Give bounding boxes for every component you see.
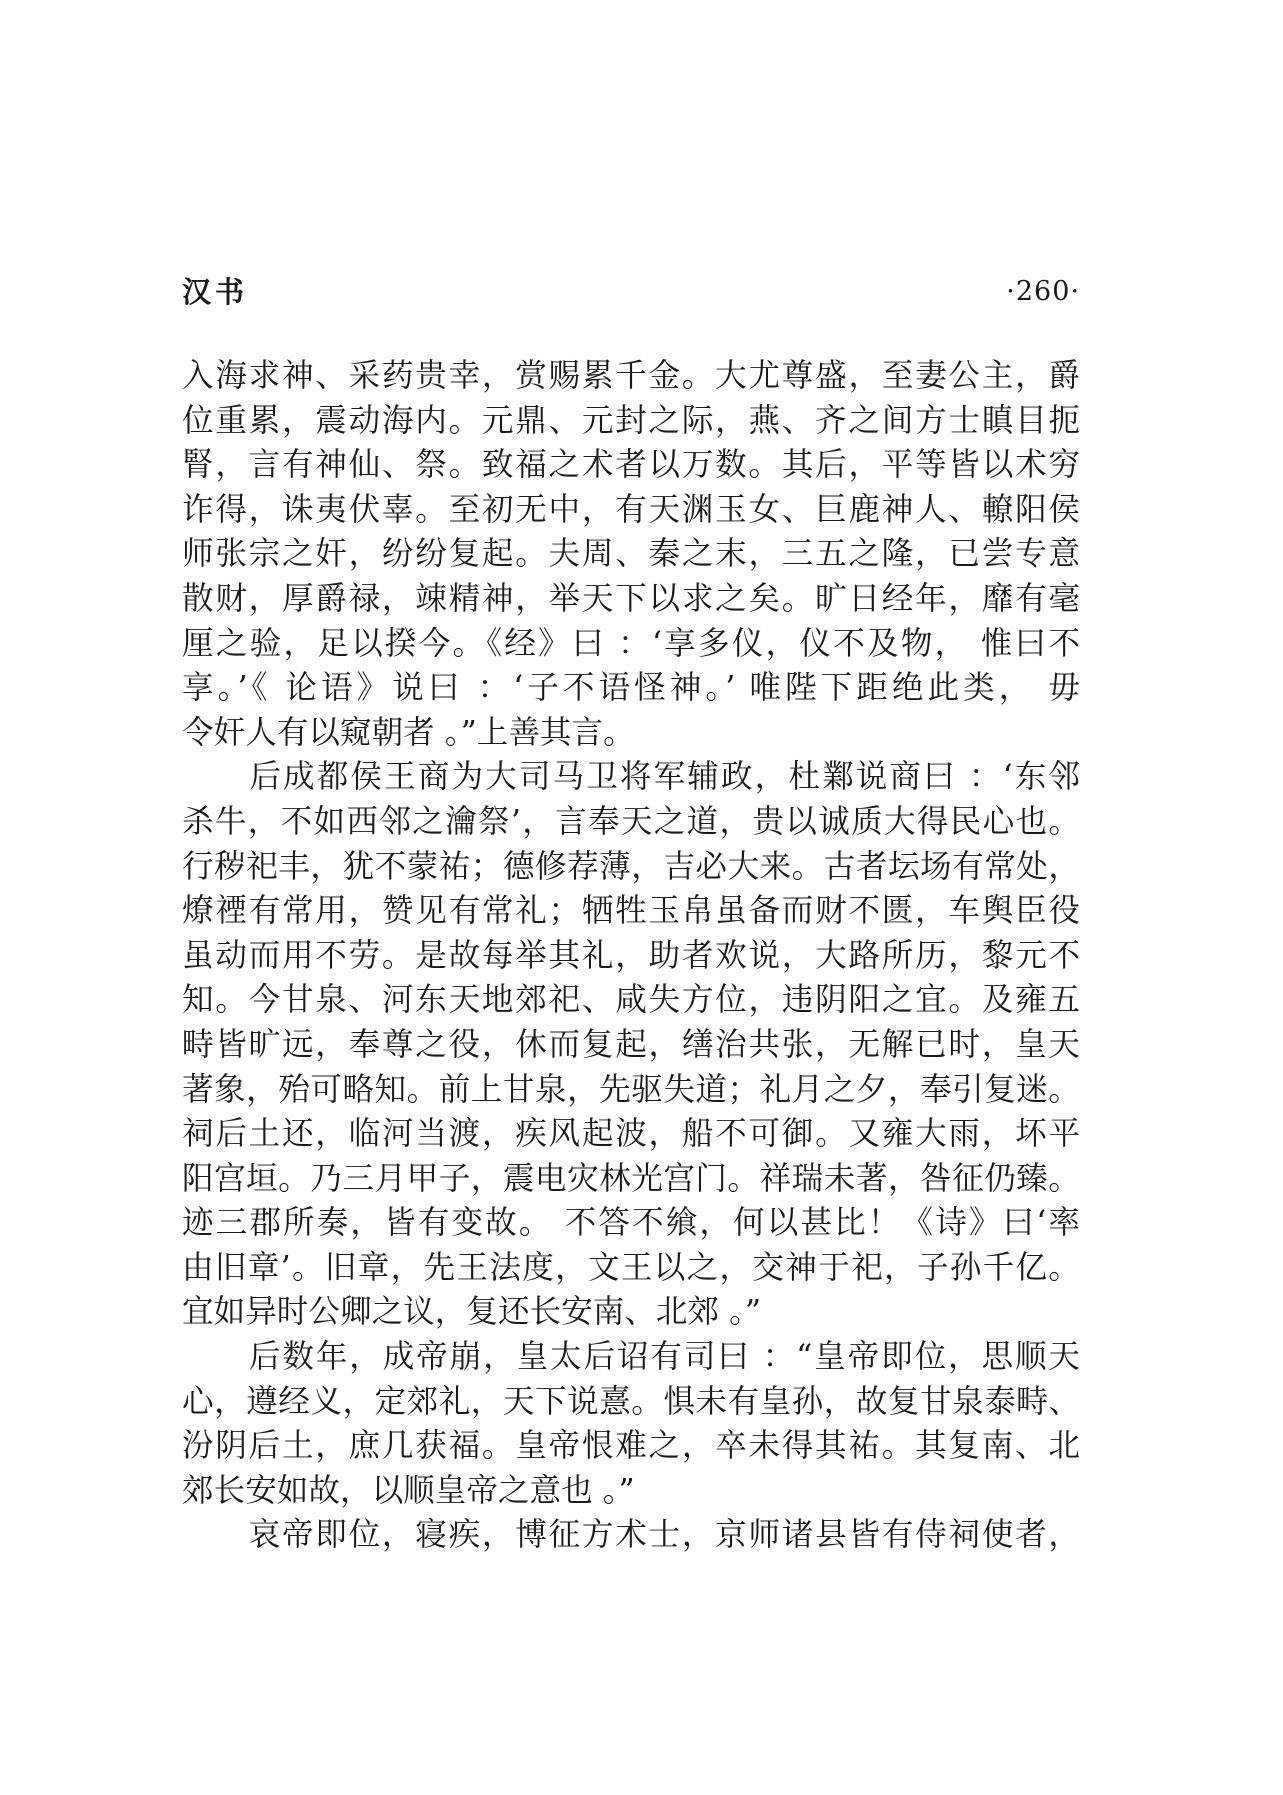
- text-line: 心，遵经义，定郊礼，天下说憙。惧未有皇孙，故复甘泉泰畤、: [182, 1383, 1080, 1420]
- text-line: 迹三郡所奏，皆有变故。 不答不飨，何以甚比！《诗》曰‘率: [182, 1205, 1080, 1242]
- text-line: 由旧章’。旧章，先王法度，文王以之，交神于祀，子孙千亿。: [182, 1249, 1080, 1286]
- text-line: 杀牛，不如西邻之瀹祭’，言奉天之道，贵以诚质大得民心也。: [182, 803, 1080, 840]
- text-line: 散财，厚爵禄，竦精神，举天下以求之矣。旷日经年，靡有毫: [182, 580, 1080, 617]
- text-line: 行秽祀丰，犹不蒙祐；德修荐薄，吉必大来。古者坛场有常处，: [182, 848, 1080, 885]
- page-number: ·260·: [1006, 276, 1080, 307]
- text-line: 畤皆旷远，奉尊之役，休而复起，缮治共张，无解已时，皇天: [182, 1026, 1080, 1063]
- text-line: 厘之验，足以揆今。《经》曰 ：‘享多仪，仪不及物， 惟曰不: [182, 625, 1080, 662]
- text-line: 诈得，诛夷伏辜。至初无中，有天渊玉女、巨鹿神人、轑阳侯: [182, 491, 1080, 528]
- text-line: 郊长安如故，以顺皇帝之意也 。”: [182, 1472, 635, 1509]
- text-line: 后数年，成帝崩，皇太后诏有司曰 ：“皇帝即位，思顺天: [182, 1339, 1080, 1376]
- page-header: [182, 270, 1080, 314]
- text-line: 位重累，震动海内。元鼎、元封之际，燕、齐之间方士瞋目扼: [182, 402, 1080, 439]
- text-line: 令奸人有以窥朝者 。”上善其言。: [182, 714, 635, 751]
- text-line: 虽动而用不劳。是故每举其礼，助者欢说，大路所历，黎元不: [182, 937, 1080, 974]
- book-title: 汉书: [182, 275, 249, 309]
- text-line: 腎，言有神仙、祭。致福之术者以万数。其后，平等皆以术穷: [182, 447, 1080, 484]
- text-line: 著象，殆可略知。前上甘泉，先驱失道；礼月之夕，奉引复迷。: [182, 1071, 1080, 1108]
- text-line: 享。’《 论语》说曰 ：‘子不语怪神。’ 唯陛下距绝此类， 毋: [182, 670, 1080, 707]
- text-line: 哀帝即位，寝疾，博征方术士，京师诸县皆有侍祠使者，: [182, 1517, 1080, 1554]
- text-line: 后成都侯王商为大司马卫将军辅政，杜鄴说商曰 ：‘东邻: [182, 759, 1080, 796]
- text-line: 阳宫垣。乃三月甲子，震电灾林光宫门。祥瑞未著，咎征仍臻。: [182, 1160, 1080, 1197]
- text-line: 宜如异时公卿之议，复还长安南、北郊 。”: [182, 1294, 762, 1331]
- text-line: 入海求神、采药贵幸，赏赐累千金。大尤尊盛，至妻公主，爵: [182, 358, 1080, 394]
- text-line: 祠后土还，临河当渡，疾风起波，船不可御。又雍大雨，坏平: [182, 1116, 1080, 1153]
- text-line: 燎禋有常用，赞见有常礼；牺牲玉帛虽备而财不匮，车舆臣役: [182, 893, 1080, 930]
- text-line: 知。今甘泉、河东天地郊祀、咸失方位，违阴阳之宜。及雍五: [182, 982, 1080, 1019]
- text-line: 师张宗之奸，纷纷复起。夫周、秦之末，三五之隆，已尝专意: [182, 536, 1080, 573]
- text-line: 汾阴后土，庶几获福。皇帝恨难之，卒未得其祐。其复南、北: [182, 1428, 1080, 1465]
- body-text: [182, 354, 1080, 1558]
